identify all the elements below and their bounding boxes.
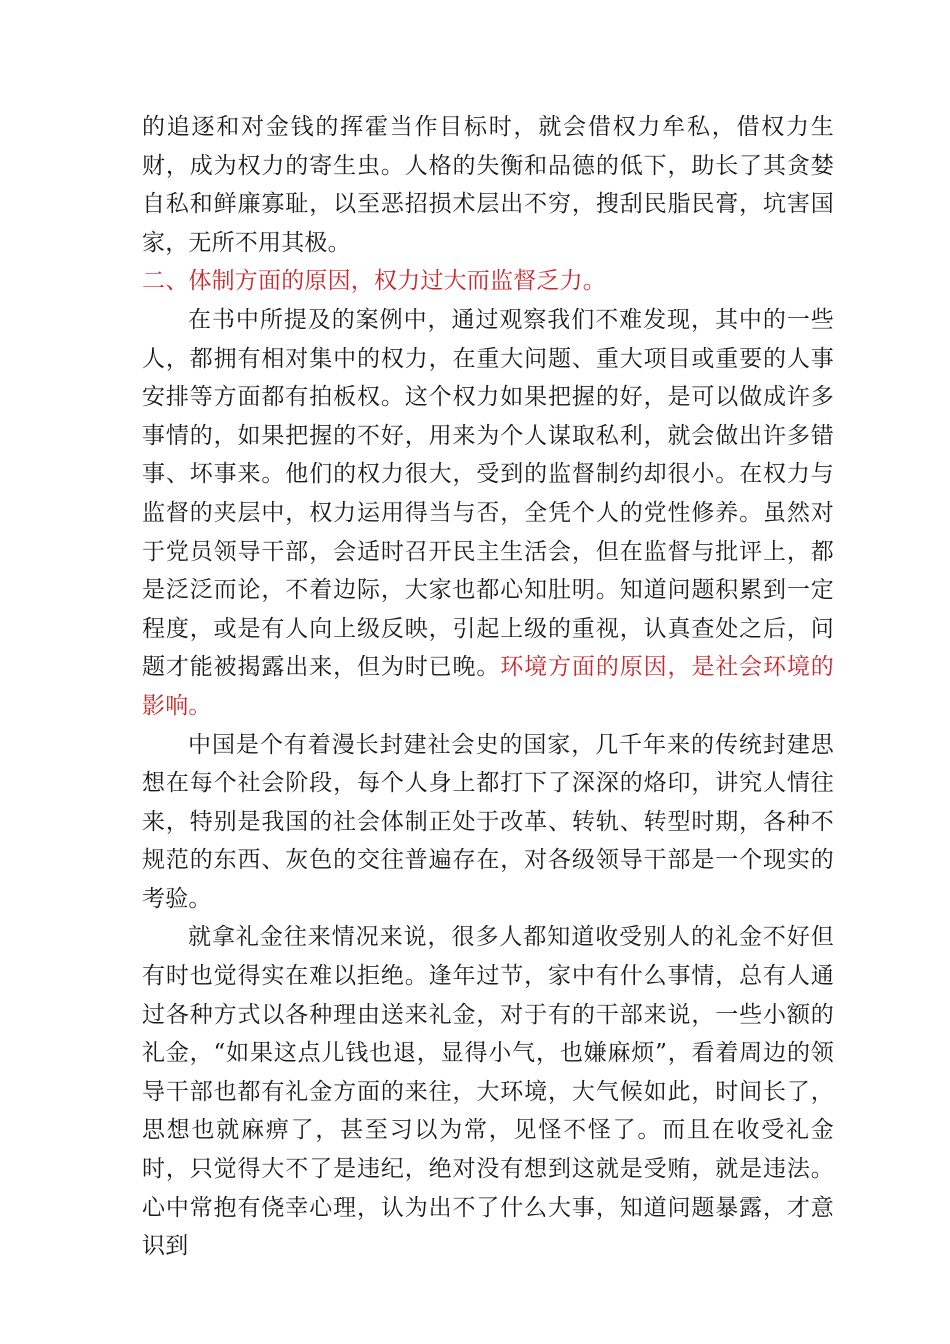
paragraph-continuation: 的追逐和对金钱的挥霍当作目标时，就会借权力牟私，借权力生财，成为权力的寄生虫。人格的失衡和品德的低下，助长了其贪婪自私和鲜廉寡耻，以至恶招损术层出不穷，搜刮民脂民膏，坑害国家，无所不用其极。 (142, 114, 834, 256)
section-heading-institutional-causes: 二、体制方面的原因，权力过大而监督乏力。 (142, 268, 606, 295)
section-heading-environmental-causes: 环境方面的原因，是社会环境的影响。 (142, 654, 834, 719)
paragraph-institutional-causes-text: 在书中所提及的案例中，通过观察我们不难发现，其中的一些人，都拥有相对集中的权力，在重大问题、重大项目或重要的人事安排等方面都有拍板权。这个权力如果把握的好，是可以做成许多事情的，如果把握的不好，用来为个人谋取私利，就会做出许多错事、坏事来。他们的权力很大，受到的监督制约却很小。在权力与监督的夹层中，权力运用得当与否，全凭个人的党性修养。虽然对于党员领导干部，会适时召开民主生活会，但在监督与批评上，都是泛泛而论，不着边际，大家也都心知肚明。知道问题积累到一定程度，或是有人向上级反映，引起上级的重视，认真查处之后，问题才能被揭露出来，但为时已晚。 (142, 306, 834, 681)
paragraph-feudal-tradition: 中国是个有着漫长封建社会史的国家，几千年来的传统封建思想在每个社会阶段，每个人身上都打下了深深的烙印，讲究人情往来，特别是我国的社会体制正处于改革、转轨、转型时期，各种不规范的东西、灰色的交往普遍存在，对各级领导干部是一个现实的考验。 (142, 731, 834, 912)
paragraph-institutional-causes (142, 301, 834, 726)
paragraph-gift-money: 就拿礼金往来情况来说，很多人都知道收受别人的礼金不好但有时也觉得实在难以拒绝。逢年过节，家中有什么事情，总有人通过各种方式以各种理由送来礼金，对于有的干部来说，一些小额的礼金，“如果这点儿钱也退，显得小气，也嫌麻烦”，看着周边的领导干部也都有礼金方面的来往，大环境，大气候如此，时间长了，思想也就麻痹了，甚至习以为常，见怪不怪了。而且在收受礼金时，只觉得大不了是违纪，绝对没有想到这就是受贿，就是违法。心中常抱有侥幸心理，认为出不了什么大事，知道问题暴露，才意识到 (142, 924, 834, 1260)
document-body (142, 108, 834, 1266)
